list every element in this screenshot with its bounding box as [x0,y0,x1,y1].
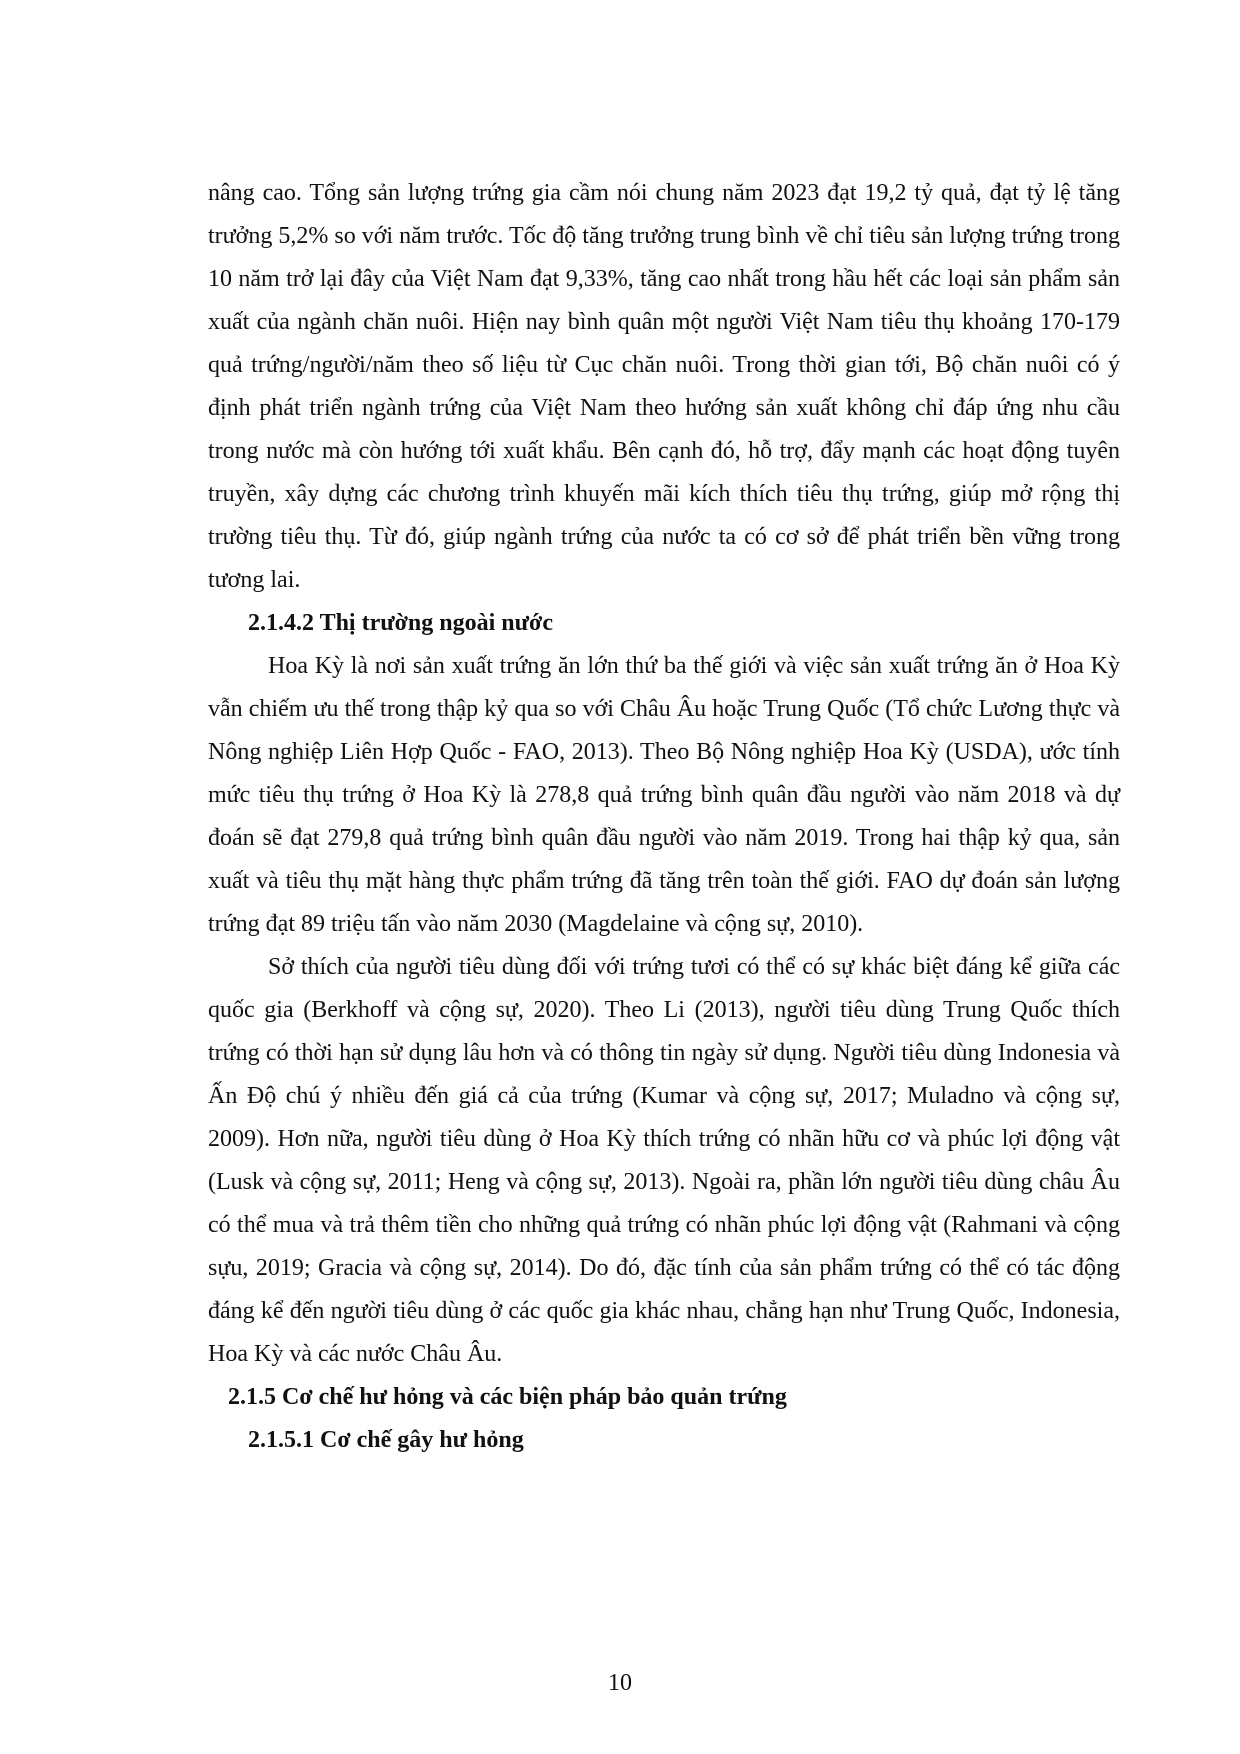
heading-foreign-market: 2.1.4.2 Thị trường ngoài nước [248,610,553,636]
page-number: 10 [608,1670,632,1696]
heading-spoilage-mechanism: 2.1.5.1 Cơ chế gây hư hỏng [248,1427,524,1453]
paragraph-domestic-market: nâng cao. Tổng sản lượng trứng gia cầm nói chung năm 2023 đạt 19,2 tỷ quả, đạt tỷ lệ tăng trưởng 5,2% so với năm trước. Tốc độ tăng trưởng trung bình về chỉ tiêu sản lượng trứng trong 10 năm trở lại đây của Việt Nam đạt 9,33%, tăng cao nhất trong hầu hết các loại sản phẩm sản xuất của ngành chăn nuôi. Hiện nay bình quân một người Việt Nam tiêu thụ khoảng 170-179 quả trứng/người/năm theo số liệu từ Cục chăn nuôi. Trong thời gian tới, Bộ chăn nuôi có ý định phát triển ngành trứng của Việt Nam theo hướng sản xuất không chỉ đáp ứng nhu cầu trong nước mà còn hướng tới xuất khẩu. Bên cạnh đó, hỗ trợ, đẩy mạnh các hoạt động tuyên truyền, xây dựng các chương trình khuyến mãi kích thích tiêu thụ trứng, giúp mở rộng thị trường tiêu thụ. Từ đó, giúp ngành trứng của nước ta có cơ sở để phát triển bền vững trong tương lai. [208,180,1120,593]
paragraph-consumer-preferences: Sở thích của người tiêu dùng đối với trứng tươi có thể có sự khác biệt đáng kể giữa các quốc gia (Berkhoff và cộng sự, 2020). Theo Li (2013), người tiêu dùng Trung Quốc thích trứng có thời hạn sử dụng lâu hơn và có thông tin ngày sử dụng. Người tiêu dùng Indonesia và Ấn Độ chú ý nhiều đến giá cả của trứng (Kumar và cộng sự, 2017; Muladno và cộng sự, 2009). Hơn nữa, người tiêu dùng ở Hoa Kỳ thích trứng có nhãn hữu cơ và phúc lợi động vật (Lusk và cộng sự, 2011; Heng và cộng sự, 2013). Ngoài ra, phần lớn người tiêu dùng châu Âu có thể mua và trả thêm tiền cho những quả trứng có nhãn phúc lợi động vật (Rahmani và cộng sựu, 2019; Gracia và cộng sự, 2014). Do đó, đặc tính của sản phẩm trứng có thể có tác động đáng kể đến người tiêu dùng ở các quốc gia khác nhau, chẳng hạn như Trung Quốc, Indonesia, Hoa Kỳ và các nước Châu Âu. [208,954,1120,1367]
heading-spoilage-and-preservation: 2.1.5 Cơ chế hư hỏng và các biện pháp bảo quản trứng [228,1384,787,1410]
document-page [208,172,1120,1462]
paragraph-us-egg-production: Hoa Kỳ là nơi sản xuất trứng ăn lớn thứ ba thế giới và việc sản xuất trứng ăn ở Hoa Kỳ vẫn chiếm ưu thế trong thập kỷ qua so với Châu Âu hoặc Trung Quốc (Tổ chức Lương thực và Nông nghiệp Liên Hợp Quốc - FAO, 2013). Theo Bộ Nông nghiệp Hoa Kỳ (USDA), ước tính mức tiêu thụ trứng ở Hoa Kỳ là 278,8 quả trứng bình quân đầu người vào năm 2018 và dự đoán sẽ đạt 279,8 quả trứng bình quân đầu người vào năm 2019. Trong hai thập kỷ qua, sản xuất và tiêu thụ mặt hàng thực phẩm trứng đã tăng trên toàn thế giới. FAO dự đoán sản lượng trứng đạt 89 triệu tấn vào năm 2030 (Magdelaine và cộng sự, 2010). [208,653,1120,937]
